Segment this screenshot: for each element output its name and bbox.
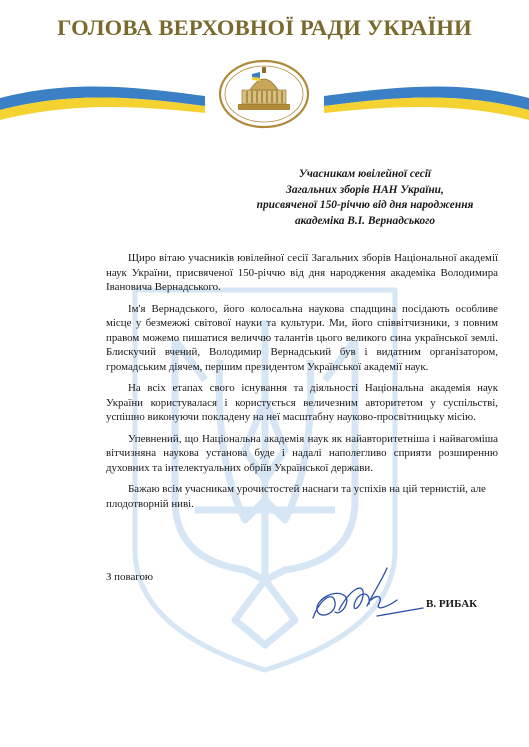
addressee-block [215,167,515,229]
body-paragraph: Ім'я Вернадського, його колосальна наукова спадщина посідають особливе місце у безмежжі світової науки та культури. Ми, його співвітчизники, з повним правом можемо пишатися величчю талантів цього великого сина української землі. Блискучий вчений, Володимир Вернадський був і видатним організатором, громадським діячем, першим президентом Української академії наук. [106,302,498,373]
closing-regards: З повагою [106,571,154,583]
body-paragraph: Щиро вітаю учасників ювілейної сесії Загальних зборів Національної академії наук України, присвяченої 150-річчю від дня народження академіка Володимира Івановича Вернадського. [106,252,498,293]
parliament-emblem-icon [220,61,308,127]
body-paragraph: Упевнений, що Національна академія наук як найавторитетніша і найвагоміша вітчизняна наукова установа буде і надалі наполегливо сприяти розширенню духовних та інтелектуальних обріїв Української держави. [106,432,498,474]
letterhead-ribbon [0,50,529,130]
addressee-line: академіка В.І. Вернадського [294,214,436,227]
letter-body [106,251,498,518]
signer-name: В. РИБАК [426,598,478,610]
body-paragraph: На всіх етапах свого існування та діяльності Національна академія наук України користувалася і користується величезним авторитетом у суспільстві, успішно виконуючи покладену на неї масштабну науково-просвітницьку місію. [106,382,498,423]
body-paragraph: Бажаю всім учасникам урочистостей наснаги та успіхів на цій тернистій, але плодотворній ниві. [106,483,486,510]
addressee-line: Учасникам ювілейної сесії [298,168,432,180]
addressee-line: присвяченої 150-річчю від дня народження [256,199,474,212]
signature-icon [305,560,425,630]
letterhead-title: ГОЛОВА ВЕРХОВНОЇ РАДИ УКРАЇНИ [57,15,472,40]
addressee-line: Загальних зборів НАН України, [286,183,444,196]
